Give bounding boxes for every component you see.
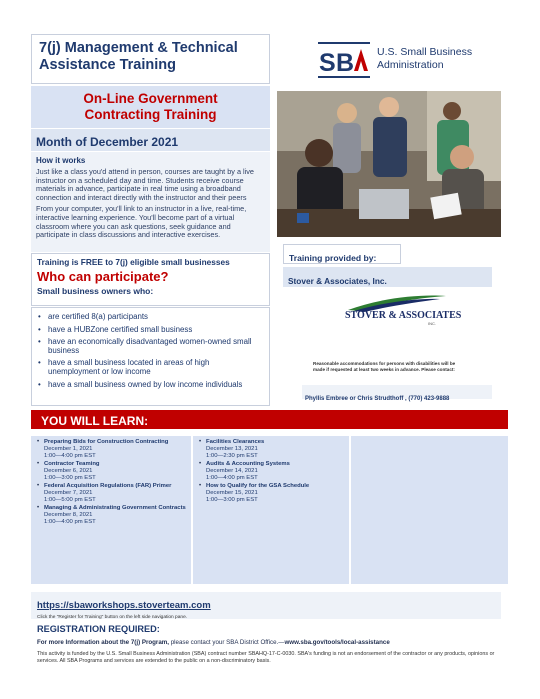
course-column-1 bbox=[31, 436, 191, 584]
free-training-line: Training is FREE to 7(j) eligible small businesses bbox=[37, 257, 230, 267]
course-item bbox=[36, 461, 186, 482]
course-date: December 7, 2021 bbox=[44, 490, 93, 496]
course-title: • Audits & Accounting Systems bbox=[206, 461, 290, 467]
swoosh-icon bbox=[340, 292, 450, 312]
course-title: • Preparing Bids for Construction Contracting bbox=[44, 439, 169, 445]
course-time: 1:00—4:00 pm EST bbox=[44, 519, 96, 525]
course-column-3 bbox=[351, 436, 508, 584]
you-will-learn-banner: YOU WILL LEARN: bbox=[31, 410, 508, 429]
how-it-works-section bbox=[31, 152, 270, 252]
course-time: 1:00—5:00 pm EST bbox=[44, 497, 96, 503]
program-title-line1: 7(j) Management & Technical bbox=[39, 40, 238, 56]
registration-hint: Click the "Register for Training" button on the left side navigation pane. bbox=[37, 615, 188, 620]
funding-disclaimer: This activity is funded by the U.S. Small Business Administration (SBA) contract number SBAHQ-17-C-0030. SBA's funding is not an endorsement of the contractor or any products, opinions or services. All SBA Programs and services are extended to the public on a non-discriminatory basis. bbox=[37, 651, 495, 664]
program-title-line2: Assistance Training bbox=[39, 57, 176, 73]
meeting-photo-illustration bbox=[277, 91, 501, 237]
course-time: 1:00—3:00 pm EST bbox=[206, 497, 258, 503]
sba-agency-name: U.S. Small Business Administration bbox=[377, 46, 473, 71]
course-date: December 6, 2021 bbox=[44, 468, 93, 474]
course-date: December 14, 2021 bbox=[206, 468, 258, 474]
course-date: December 15, 2021 bbox=[206, 490, 258, 496]
list-item: • have a small business owned by low income individuals bbox=[38, 381, 263, 390]
who-can-participate-title: Who can participate? bbox=[37, 269, 169, 284]
month-heading: Month of December 2021 bbox=[31, 129, 270, 151]
course-date: December 1, 2021 bbox=[44, 446, 93, 452]
sba-logo bbox=[316, 40, 506, 82]
eligibility-list-box bbox=[31, 307, 270, 406]
svg-text:S: S bbox=[319, 49, 336, 77]
provider-name: Stover & Associates, Inc. bbox=[288, 276, 387, 286]
course-item bbox=[198, 439, 344, 460]
list-item: • have a HUBZone certified small business bbox=[38, 326, 263, 335]
sba-logo-icon bbox=[316, 40, 372, 80]
course-time: 1:00—3:00 pm EST bbox=[44, 475, 96, 481]
course-title: • Facilities Clearances bbox=[206, 439, 265, 445]
stover-logo bbox=[340, 292, 462, 330]
program-title-box bbox=[31, 34, 270, 84]
website-box bbox=[31, 592, 501, 619]
more-info-line: For more Information about the 7(j) Program, please contact your SBA District Office.—www.sba.gov/tools/local-assistance bbox=[37, 639, 390, 646]
list-item: • have a small business located in areas of high unemployment or low income bbox=[38, 359, 263, 376]
contact-info: Phyllis Embree or Chris Strudthoff , (770) 423-9888 bbox=[305, 396, 450, 402]
course-title: • How to Qualify for the GSA Schedule bbox=[206, 483, 310, 489]
registration-link[interactable]: https://sbaworkshops.stoverteam.com bbox=[37, 600, 211, 611]
contact-box bbox=[302, 385, 492, 402]
provider-name-box bbox=[283, 267, 492, 287]
eligibility-heading-box bbox=[31, 253, 270, 306]
meeting-photo bbox=[277, 91, 501, 237]
course-column-2 bbox=[193, 436, 349, 584]
eligibility-list bbox=[38, 313, 263, 389]
registration-required-title: REGISTRATION REQUIRED: bbox=[37, 624, 160, 634]
how-it-works-title: How it works bbox=[36, 156, 86, 165]
stover-logo-inc: INC. bbox=[428, 321, 436, 326]
stover-logo-text: STOVER & ASSOCIATES bbox=[345, 310, 462, 321]
course-item bbox=[198, 461, 344, 482]
course-title: • Federal Acquisition Regulations (FAR) Primer bbox=[44, 483, 172, 489]
accommodation-note: Reasonable accommodations for persons with disabilities will be made if requested at least two weeks in advance. Please contact: bbox=[313, 361, 456, 372]
training-provided-label-box bbox=[283, 244, 401, 264]
list-item: • have an economically disadvantaged women-owned small business bbox=[38, 338, 263, 355]
how-it-works-paragraph: From your computer, you'll link to an instructor in a live, real-time, interactive learning experience. You'll become part of a virtual classroom where you can ask questions, seek guidance and participate in class discussions and interactive exercises. bbox=[36, 204, 247, 240]
svg-text:B: B bbox=[336, 49, 355, 77]
online-training-heading: On-Line Government Contracting Training bbox=[31, 86, 270, 128]
course-title: • Contractor Teaming bbox=[44, 461, 100, 467]
course-date: December 8, 2021 bbox=[44, 512, 93, 518]
list-item: • are certified 8(a) participants bbox=[38, 313, 263, 322]
sba-local-assistance-link[interactable]: www.sba.gov/tools/local-assistance bbox=[284, 639, 390, 646]
course-time: 1:00—2:30 pm EST bbox=[206, 453, 258, 459]
course-title: • Managing & Administrating Government Contracts bbox=[44, 505, 186, 511]
course-time: 1:00—4:00 pm EST bbox=[44, 453, 96, 459]
course-time: 1:00—4:00 pm EST bbox=[206, 475, 258, 481]
courses-area bbox=[31, 436, 508, 584]
owners-subtitle: Small business owners who: bbox=[37, 286, 154, 296]
how-it-works-paragraph: Just like a class you'd attend in person, courses are taught by a live instructor on a scheduled day and time. Students receive course materials in advance, participate in real time using a broadband connection and interact directly with the instructor and their peers bbox=[36, 167, 254, 202]
course-date: December 13, 2021 bbox=[206, 446, 258, 452]
course-item bbox=[198, 483, 344, 504]
course-item bbox=[36, 439, 186, 460]
course-item bbox=[36, 505, 186, 526]
course-item bbox=[36, 483, 186, 504]
training-provided-label: Training provided by: bbox=[289, 253, 377, 263]
